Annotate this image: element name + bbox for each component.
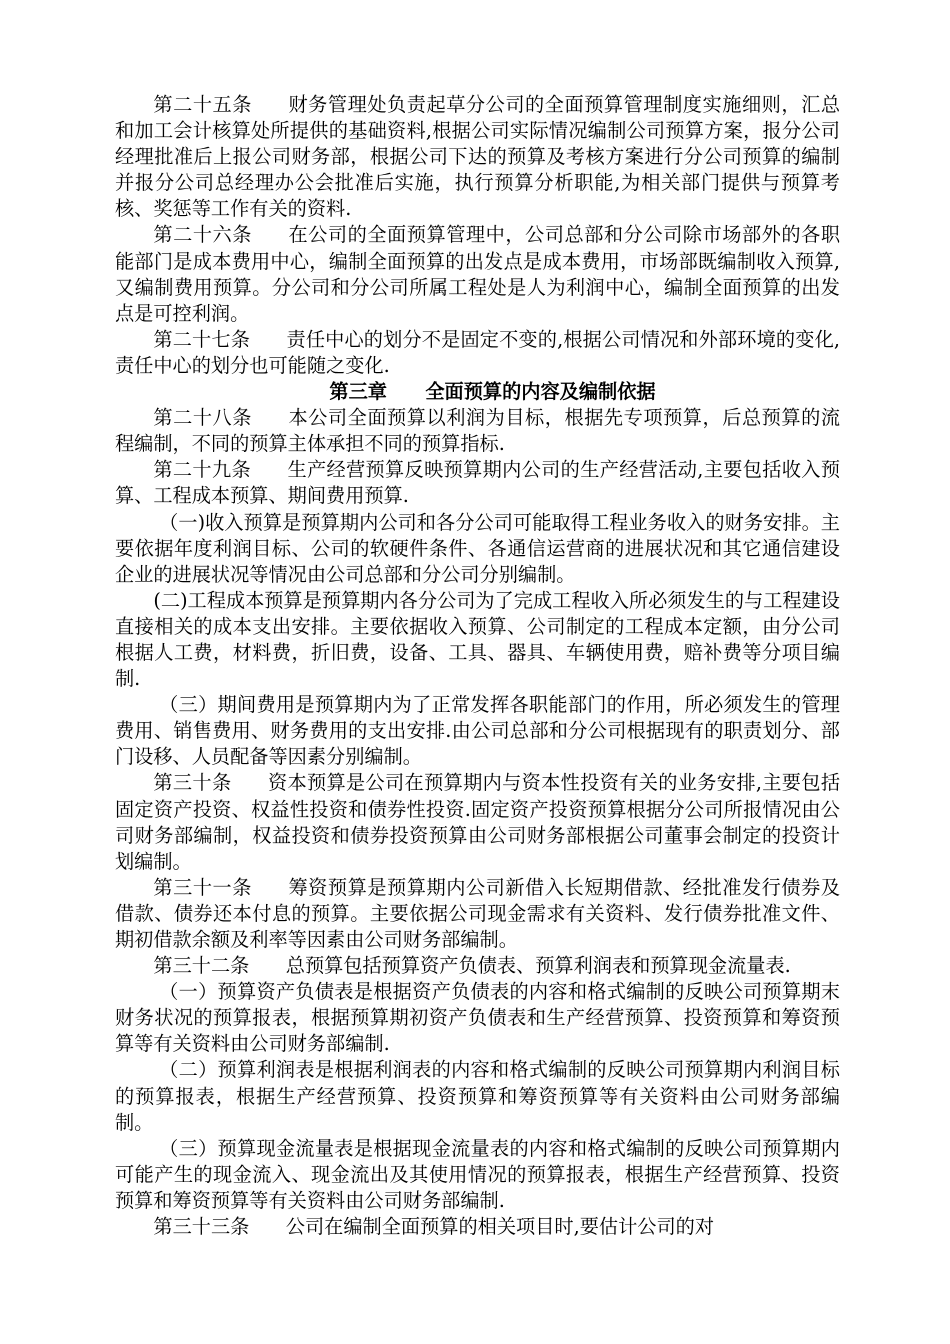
article-text: 责任中心的划分不是固定不变的,根据公司情况和外部环境的变化,责任中心的划分也可能随之变化. [115,327,840,377]
article-text: 生产经营预算反映预算期内公司的生产经营活动,主要包括收入预算、工程成本预算、期间费用预算. [115,458,841,508]
article-28 [115,405,840,457]
article-29 [115,457,840,509]
document-body [115,92,840,1240]
list-item: (二)工程成本预算是预算期内各分公司为了完成工程收入所必须发生的与工程建设直接相关的成本支出安排。主要依据收入预算、公司制定的工程成本定额，由分公司根据人工费，材料费，折旧费，设备、工具、器具、车辆使用费，赔补费等分项目编制. [115,588,840,691]
article-label: 第三十一条 [153,875,252,899]
list-item: （一)收入预算是预算期内公司和各分公司可能取得工程业务收入的财务安排。主要依据年度利润目标、公司的软硬件条件、各通信运营商的进展状况和其它通信建设企业的进展状况等情况由公司总部和分公司分别编制。 [115,510,840,586]
list-item: （二）预算利润表是根据利润表的内容和格式编制的反映公司预算期内利润目标的预算报表，根据生产经营预算、投资预算和筹资预算等有关资料由公司财务部编制。 [115,1058,840,1134]
article-label: 第二十九条 [153,458,251,482]
article-text: 资本预算是公司在预算期内与资本性投资有关的业务安排,主要包括固定资产投资、权益性投资和债券性投资.固定资产投资预算根据分公司所报情况由公司财务部编制，权益投资和债券投资预算由公司财务部根据公司董事会制定的投资计划编制。 [115,771,841,873]
article-33 [115,1214,840,1240]
list-item: （三）预算现金流量表是根据现金流量表的内容和格式编制的反映公司预算期内可能产生的现金流入、现金流出及其使用情况的预算报表，根据生产经营预算、投资预算和筹资预算等有关资料由公司财务部编制. [115,1136,840,1212]
article-32 [115,953,840,979]
article-30 [115,770,840,874]
article-text: 财务管理处负责起草分公司的全面预算管理制度实施细则，汇总和加工会计核算处所提供的基础资料,根据公司实际情况编制公司预算方案，报分公司经理批准后上报公司财务部，根据公司下达的预算及考核方案进行分公司预算的编制并报分公司总经理办公会批准后实施，执行预算分析职能,为相关部门提供与预算考核、奖惩等工作有关的资料. [115,93,841,221]
article-label: 第二十五条 [153,93,252,116]
article-label: 第二十八条 [153,406,252,430]
article-label: 第三十二条 [153,954,250,978]
list-item: （一）预算资产负债表是根据资产负债表的内容和格式编制的反映公司预算期末财务状况的预算报表，根据预算期初资产负债表和生产经营预算、投资预算和筹资预算等有关资料由公司财务部编制. [115,980,840,1056]
article-text: 总预算包括预算资产负债表、预算利润表和预算现金流量表. [285,954,791,978]
article-label: 第三十条 [153,771,232,795]
list-item: （三）期间费用是预算期内为了正常发挥各职能部门的作用，所必须发生的管理费用、销售费用、财务费用的支出安排.由公司总部和分公司根据现有的职责划分、部门设移、人员配备等因素分别编制。 [115,693,840,769]
article-label: 第二十七条 [153,327,251,351]
article-text: 筹资预算是预算期内公司新借入长短期借款、经批准发行债券及借款、债券还本付息的预算。主要依据公司现金需求有关资料、发行债券批准文件、期初借款余额及利率等因素由公司财务部编制。 [115,875,841,951]
article-25 [115,92,840,222]
article-label: 第三十三条 [153,1215,250,1239]
article-text: 本公司全面预算以利润为目标，根据先专项预算，后总预算的流程编制，不同的预算主体承担不同的预算指标. [115,406,841,456]
chapter-heading [115,379,840,405]
article-26 [115,222,840,326]
chapter-label: 第三章 [329,380,387,404]
article-31 [115,875,840,953]
article-label: 第二十六条 [153,223,252,247]
article-27 [115,327,840,379]
article-text: 公司在编制全面预算的相关项目时,要估计公司的对 [285,1215,715,1239]
article-text: 在公司的全面预算管理中，公司总部和分公司除市场部外的各职能部门是成本费用中心，编制全面预算的出发点是成本费用，市场部既编制收入预算,又编制费用预算。分公司和分公司所属工程处是人为利润中心，编制全面预算的出发点是可控利润。 [115,223,841,325]
chapter-title: 全面预算的内容及编制依据 [425,380,656,404]
